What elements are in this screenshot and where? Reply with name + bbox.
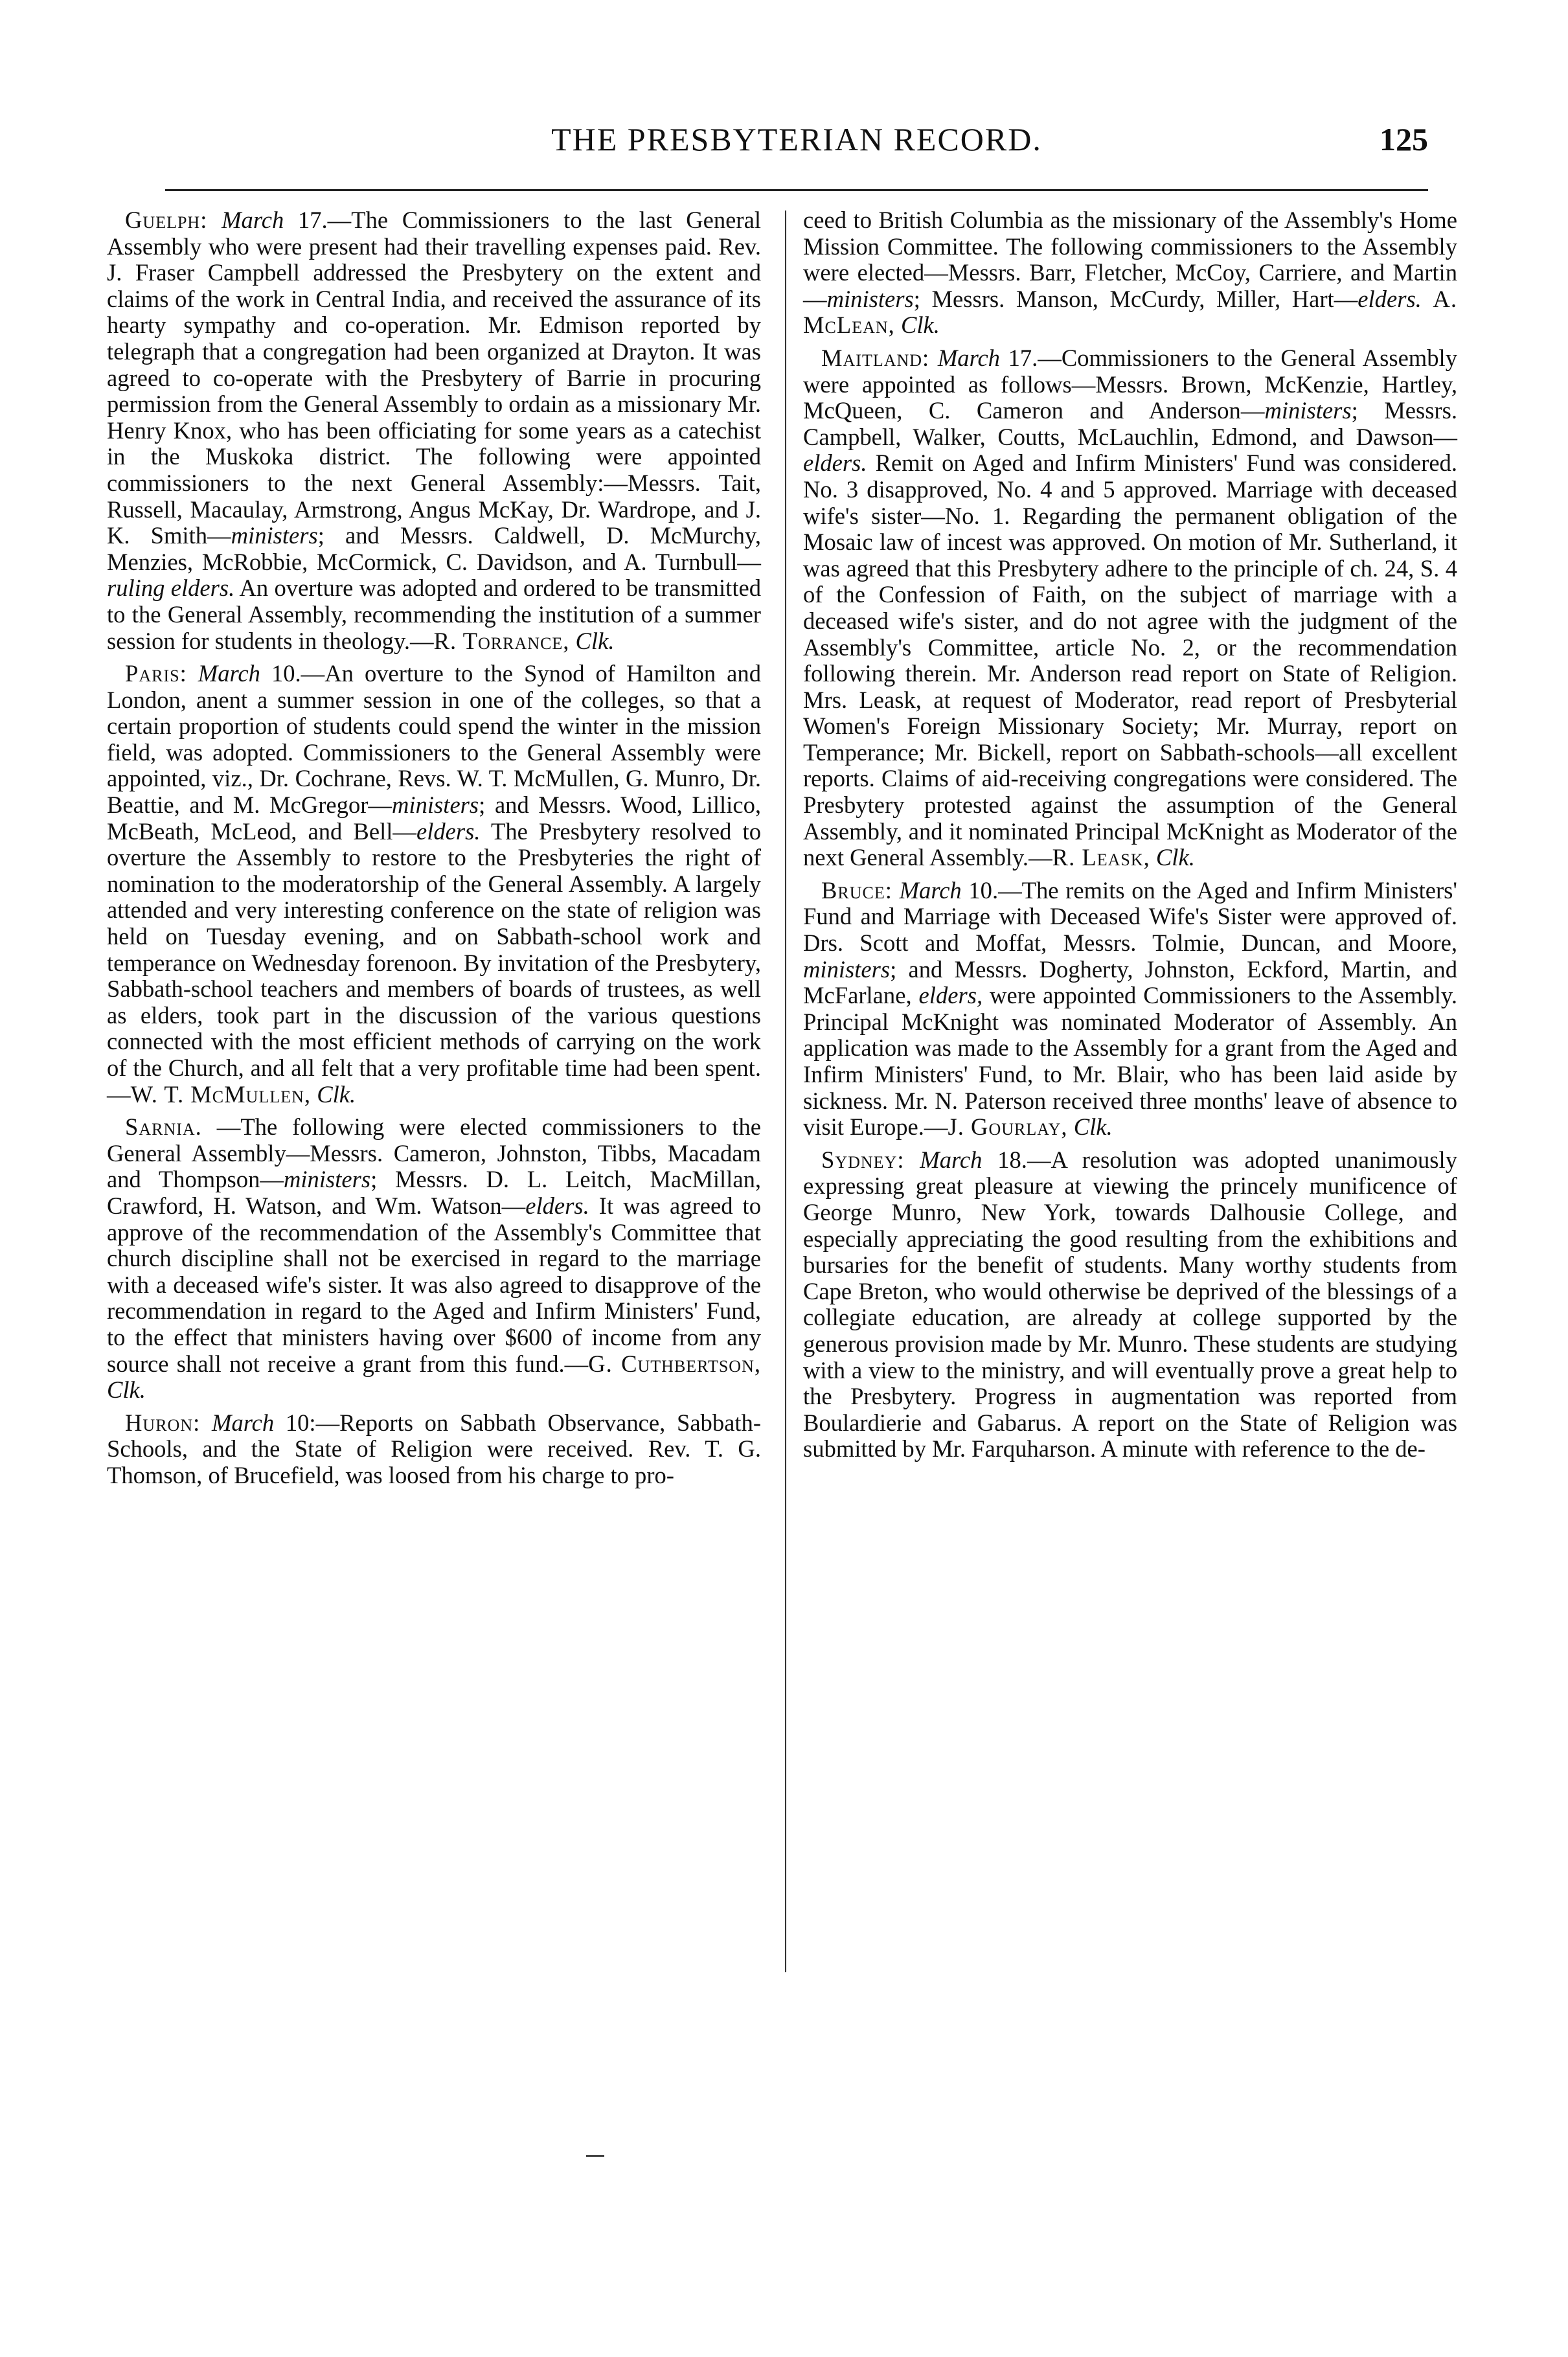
presbytery-report-paragraph bbox=[803, 207, 1457, 339]
role-label: elders. bbox=[525, 1192, 589, 1219]
header-rule bbox=[165, 189, 1428, 191]
presbytery-report-paragraph bbox=[107, 661, 761, 1108]
running-title: THE PRESBYTERIAN RECORD. bbox=[551, 121, 1042, 157]
report-text: 10.—An overture to the Synod of Hamilton and London, anent a summer session in one of the colleges, so that a certain proportion of students could spend the winter in the mission field, was adopted. Commissioners to the General Assembly were appointed, viz., Dr. Cochrane, Revs. W. T. McMullen, G. Munro, Dr. Beattie, and M. McGregor— bbox=[107, 660, 761, 819]
role-label: elders. bbox=[416, 817, 481, 845]
clerk-signature: W. T. McMullen, bbox=[130, 1080, 312, 1108]
report-text: ; and Messrs. Dogherty, Johnston, Eckford, Martin, and McFarlane, bbox=[803, 955, 1457, 1009]
meeting-date: March bbox=[937, 344, 1000, 371]
presbytery-report-paragraph bbox=[803, 1147, 1457, 1463]
report-text: It was agreed to approve of the recommendation of the Assembly's Committee that church discipline shall not be exercised in regard to the marriage with a deceased wife's sister. It was also agreed to disapprove of the recommendation in regard to the Aged and Infirm Ministers' Fund, to the effect that ministers having over $600 of income from any source shall not receive a grant from this fund.— bbox=[107, 1192, 761, 1377]
presbytery-name: Huron: bbox=[125, 1409, 201, 1436]
clerk-signature: J. Gourlay, bbox=[948, 1113, 1068, 1141]
presbytery-report-paragraph bbox=[107, 1410, 761, 1489]
role-label: ministers bbox=[1264, 397, 1352, 424]
role-label: ministers bbox=[826, 285, 914, 312]
clerk-abbrev: Clk. bbox=[900, 312, 940, 339]
report-text: ; Messrs. D. L. Leitch, MacMillan, Crawford, H. Watson, and Wm. Watson— bbox=[107, 1166, 762, 1219]
report-text: The Presbytery resolved to overture the Assembly to restore to the Presbyteries the right of nomination to the moderatorship of the General Assembly. A largely attended and very interesting conference on the state of religion was held on Tuesday evening, and on Sabbath-school work and temperance on Wednesday forenoon. By invitation of the Presbytery, Sabbath-school teachers and members of boards of trustees, as well as elders, took part in the discussion of the various questions connected with the most efficient methods of carrying on the work of the Church, and all felt that a very profitable time had been spent.— bbox=[107, 817, 761, 1108]
meeting-date: March bbox=[899, 876, 962, 904]
meeting-date: March bbox=[222, 207, 284, 233]
report-text: 10:—Reports on Sabbath Observance, Sabbath-Schools, and the State of Religion were received. Rev. T. G. Thomson, of Brucefield, was loosed from his charge to pro- bbox=[107, 1409, 761, 1488]
presbytery-name: Bruce: bbox=[821, 876, 892, 904]
report-text: ; and Messrs. Wood, Lillico, McBeath, McLeod, and Bell— bbox=[107, 791, 762, 845]
presbytery-report-paragraph bbox=[107, 207, 761, 654]
page-header bbox=[165, 110, 1428, 168]
report-text: ceed to British Columbia as the missionary of the Assembly's Home Mission Committee. The following commissioners to the Assembly were elected—Messrs. Barr, Fletcher, McCoy, Carriere, and Martin— bbox=[803, 207, 1457, 312]
clerk-signature: R. Leask, bbox=[1052, 844, 1150, 871]
clerk-signature: R. Torrance, bbox=[433, 627, 570, 654]
clerk-signature: A. McLean, bbox=[803, 285, 1457, 339]
report-text: —The following were elected commissioners to the General Assembly—Messrs. Cameron, Johnston, Tibbs, Macadam and Thompson— bbox=[107, 1113, 761, 1193]
report-text: 17.—Commissioners to the General Assembly were appointed as follows—Messrs. Brown, McKenzie, Hartley, McQueen, C. Cameron and Anderson— bbox=[803, 344, 1457, 424]
presbytery-name: Paris: bbox=[125, 660, 187, 687]
clerk-abbrev: Clk. bbox=[1073, 1113, 1113, 1141]
right-column bbox=[803, 207, 1457, 1469]
meeting-date: March bbox=[211, 1409, 275, 1436]
clerk-abbrev: Clk. bbox=[107, 1376, 146, 1404]
role-label: elders. bbox=[1358, 285, 1422, 312]
column-divider bbox=[785, 211, 786, 1972]
role-label: ministers bbox=[231, 522, 318, 549]
clerk-abbrev: Clk. bbox=[1155, 844, 1195, 871]
report-text: ; and Messrs. Caldwell, D. McMurchy, Menzies, McRobbie, McCormick, C. Davidson, and A. Turnbull— bbox=[107, 522, 761, 575]
role-label: elders. bbox=[803, 450, 867, 477]
report-text: An overture was adopted and ordered to be transmitted to the General Assembly, recommending the institution of a summer session for students in theology.— bbox=[107, 575, 762, 654]
presbytery-report-paragraph bbox=[107, 1114, 761, 1404]
presbytery-name: Guelph: bbox=[125, 207, 208, 233]
role-label: ministers bbox=[283, 1166, 371, 1193]
presbytery-name: Maitland: bbox=[821, 344, 930, 371]
report-text: ; Messrs. Manson, McCurdy, Miller, Hart— bbox=[913, 285, 1358, 312]
clerk-signature: G. Cuthbertson, bbox=[588, 1350, 761, 1377]
report-text: ; Messrs. Campbell, Walker, Coutts, McLauchlin, Edmond, and Dawson— bbox=[803, 397, 1457, 450]
clerk-abbrev: Clk. bbox=[575, 627, 615, 654]
presbytery-name: Sarnia. bbox=[125, 1113, 202, 1141]
role-label: ruling elders. bbox=[107, 575, 235, 602]
meeting-date: March bbox=[198, 660, 260, 687]
report-text bbox=[1422, 286, 1433, 312]
presbytery-report-paragraph bbox=[803, 345, 1457, 871]
role-label: elders, bbox=[918, 982, 983, 1009]
report-text: 18.—A resolution was adopted unanimously expressing great pleasure at viewing the princely munificence of George Munro, New York, towards Dalhousie College, and especially appreciating the good resulting from the exhibitions and bursaries for the benefit of students. Many worthy students from Cape Breton, who would otherwise be deprived of the blessings of a collegiate education, are already at college supported by the generous provision made by Mr. Munro. These students are studying with a view to the ministry, and will eventually prove a great help to the Presbytery. Progress in augmentation was reported from Boulardierie and Gabarus. A report on the State of Religion was submitted by Mr. Farquharson. A minute with reference to the de- bbox=[803, 1146, 1457, 1463]
role-label: ministers bbox=[803, 955, 891, 983]
report-text: Remit on Aged and Infirm Ministers' Fund was considered. No. 3 disapproved, No. 4 and 5 approved. Marriage with deceased wife's sister—No. 1. Regarding the permanent obligation of the Mosaic law of incest was approved. On motion of Mr. Sutherland, it was agreed that this Presbytery adhere to the principle of ch. 24, S. 4 of the Confession of Faith, on the subject of marriage with a deceased wife's sister, and do not agree with the judgment of the Assembly's Committee, article No. 2, or the recommendation following therein. Mr. Anderson read report on State of Religion. Mrs. Leask, at request of Moderator, read report of Presbyterial Women's Foreign Missionary Society; Mr. Murray, report on Temperance; Mr. Bickell, report on Sabbath-schools—all excellent reports. Claims of aid-receiving congregations were considered. The Presbytery protested against the assumption of the General Assembly, and it nominated Principal McKnight as Moderator of the next General Assembly.— bbox=[803, 450, 1457, 871]
role-label: ministers bbox=[392, 791, 479, 819]
page-number: 125 bbox=[1380, 121, 1428, 157]
report-text: were appointed Commissioners to the Assembly. Principal McKnight was nominated Moderator of Assembly. An application was made to the Assembly for a grant from the Aged and Infirm Ministers' Fund, to Mr. Blair, who has been laid aside by sickness. Mr. N. Paterson received three months' leave of absence to visit Europe.— bbox=[803, 982, 1457, 1141]
page-bottom-mark bbox=[586, 2155, 604, 2157]
presbytery-report-paragraph bbox=[803, 878, 1457, 1141]
clerk-abbrev: Clk. bbox=[317, 1080, 356, 1108]
meeting-date: March bbox=[920, 1146, 983, 1173]
report-text: 10.—The remits on the Aged and Infirm Ministers' Fund and Marriage with Deceased Wife's Sister were approved of. Drs. Scott and Moffat, Messrs. Tolmie, Duncan, and Moore, bbox=[803, 876, 1457, 957]
left-column bbox=[107, 207, 761, 1496]
report-text: 17.—The Commissioners to the last General Assembly who were present had their travelling expenses paid. Rev. J. Fraser Campbell addressed the Presbytery on the extent and claims of the work in Central India, and received the assurance of its hearty sympathy and co-operation. Mr. Edmison reported by telegraph that a congregation had been organized at Drayton. It was agreed to co-operate with the Presbytery of Barrie in procuring permission from the General Assembly to ordain as a missionary Mr. Henry Knox, who has been officiating for some years as a catechist in the Muskoka district. The following were appointed commissioners to the next General Assembly:—Messrs. Tait, Russell, Macaulay, Armstrong, Angus McKay, Dr. Wardrope, and J. K. Smith— bbox=[107, 207, 761, 549]
presbytery-name: Sydney: bbox=[821, 1146, 905, 1173]
